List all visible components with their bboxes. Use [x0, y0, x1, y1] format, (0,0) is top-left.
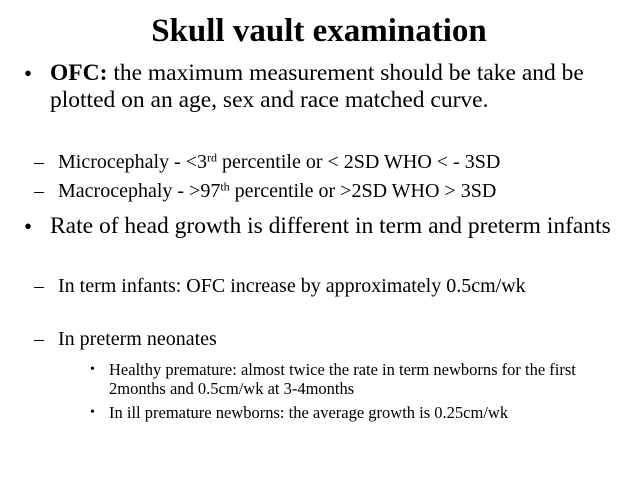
microcephaly-sup: rd	[207, 150, 218, 165]
preterm-neonates-text: In preterm neonates	[58, 328, 217, 350]
bullet-marker: •	[90, 405, 95, 420]
subsub-bullet-ill-premature	[90, 403, 620, 422]
subsub-bullet-healthy-premature	[90, 360, 620, 398]
slide-title: Skull vault examination	[151, 13, 487, 49]
sub-bullet-macrocephaly	[34, 180, 624, 203]
dash-marker: –	[34, 180, 44, 202]
microcephaly-text-after: percentile or < 2SD WHO < - 3SD	[217, 151, 501, 173]
bullet-head-growth	[24, 213, 624, 240]
sub-bullet-preterm-neonates	[34, 328, 624, 351]
bullet-marker: •	[90, 362, 95, 377]
term-infants-text: In term infants: OFC increase by approximately 0.5cm/wk	[58, 275, 526, 297]
sub-bullet-microcephaly	[34, 151, 624, 174]
bullet-marker: •	[24, 214, 33, 239]
bullet-marker: •	[24, 61, 33, 86]
ofc-text: the maximum measurement should be take and be plotted on an age, sex and race matched curve.	[50, 60, 584, 113]
dash-marker: –	[34, 151, 44, 173]
dash-marker: –	[34, 275, 44, 297]
bullet-ofc	[24, 60, 624, 114]
microcephaly-text: Microcephaly - <3	[58, 151, 208, 173]
ofc-label: OFC:	[50, 60, 108, 86]
head-growth-text: Rate of head growth is different in term and preterm infants	[50, 213, 611, 239]
sub-bullet-term-infants	[34, 275, 624, 298]
macrocephaly-sup: th	[220, 179, 230, 194]
healthy-premature-text: Healthy premature: almost twice the rate in term newborns for the first 2months and 0.5cm/wk at 3-4months	[109, 360, 576, 398]
macrocephaly-text: Macrocephaly - >97	[58, 180, 221, 202]
dash-marker: –	[34, 328, 44, 350]
macrocephaly-text-after: percentile or >2SD WHO > 3SD	[229, 180, 497, 202]
ill-premature-text: In ill premature newborns: the average growth is 0.25cm/wk	[109, 403, 509, 422]
